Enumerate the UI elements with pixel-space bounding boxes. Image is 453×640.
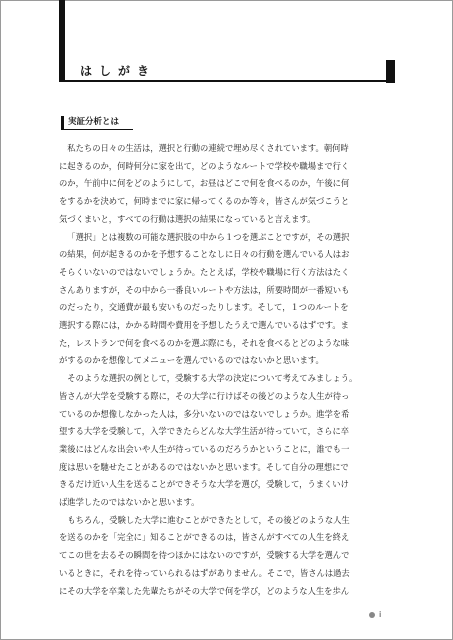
- page-number-label: i: [379, 610, 382, 619]
- paragraph: もちろん，受験した大学に進むことができたとして，その後どのような人生 を送るのかを「完全に」知ることができるのは，皆さんがすべての人生を終え てこの世を去るその瞬間を待つほかにはないのですが，受験する大学を選んで いるときに，それを待っていられるはずがありません。そこで，皆さんは過去 にその大学を卒業した先輩たちがその大学で何を学び，どのような人生を歩ん: [59, 514, 350, 596]
- bullet-icon: [369, 612, 375, 618]
- section-heading: 実証分析とは: [61, 116, 133, 130]
- paragraph: 私たちの日々の生活は，選択と行動の連続で埋め尽くされています。朝何時 に起きるのか，何時何分に家を出て，どのようなルートで学校や職場まで行く のか，午前中に何をどのようにして，お昼はどこで何を食べるのか，午後に何 をするかを決めて，何時までに家に帰ってくるのか等々，皆さんが気づこうと 気づくまいと，すべての行動は選択の結果になっていると言えます。: [59, 143, 350, 224]
- chapter-title: はしがき: [64, 61, 394, 82]
- paragraph: 「選択」とは複数の可能な選択肢の中から１つを選ぶことですが，その選択 の結果，何が起きるのかを予想することなしに日々の行動を選んでいる人はお そらくいないのではないでしょうか。たとえば，学校や職場に行く方法はたく さんありますが，その中から一番良いルートや方法は，所要時間が一番短いも のだったり，交通費が最も安いものだったりします。そして，１つのルートを 選択する際には，かかる時間や費用を予想したうえで選んでいるはずです。ま た，レストランで何を食べるのかを選ぶ際にも，それを食べるとどのような味 がするのかを想像してメニューを選んでいるのではないかと思います。: [59, 231, 350, 366]
- paragraph: そのような選択の例として，受験する大学の決定について考えてみましょう。 皆さんが大学を受験する際に，その大学に行けばその後どのような人生が待っ ているのか想像しなかった人は，多分いないのではないでしょうか。進学を希 望する大学を受験して，入学できたらどんな大学生活が待っていて，さらに卒 業後にはどんな出会いや人生が待っているのだろうかということに，誰でも一 度は思いを馳せたことがあるのではないかと思います。そして自分の理想にで きるだけ近い人生を送ることができそうな大学を選び，受験して，うまくいけ ば進学したのではないかと思います。: [59, 373, 358, 508]
- page-number: [369, 610, 381, 619]
- chapter-end-block: [386, 60, 395, 83]
- body-text: [59, 140, 397, 600]
